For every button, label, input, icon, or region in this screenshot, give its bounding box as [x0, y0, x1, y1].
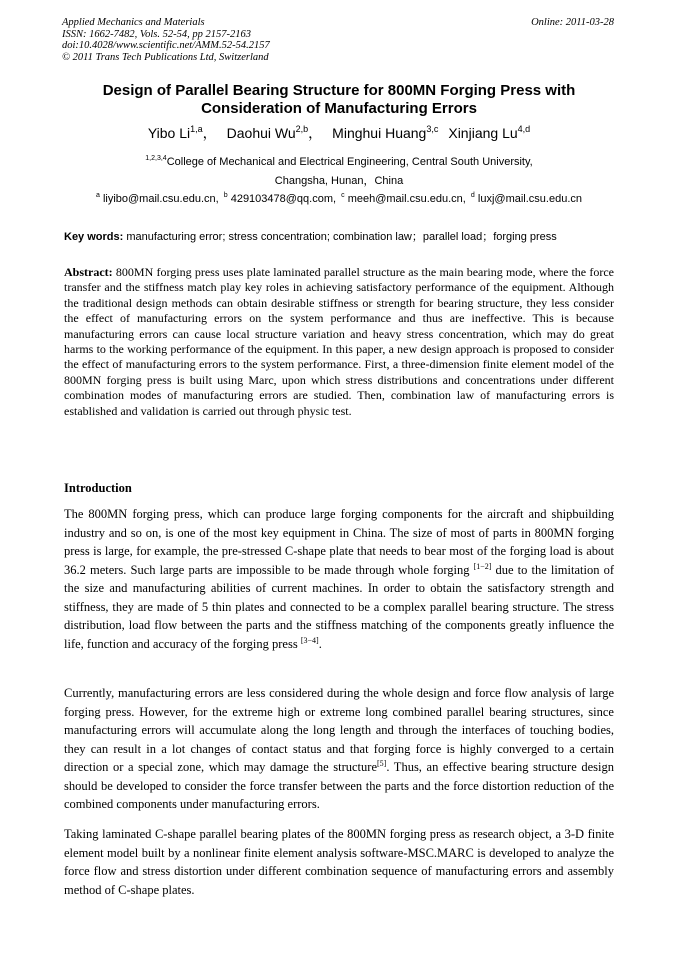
author: Minghui Huang$^{3,c}$: [332, 124, 439, 141]
paragraph: Currently, manufacturing errors are less considered during the whole design and force flow analysis of large forging press. However, for the extreme high or extreme long combined parallel bearing structures, since manufacturing errors will accumulate along the long length and through the interfaces of touching bodies, they can result in a lot changes of contact status and that forging force is highly converged to a certain direction or a special zone, which may damage the structure[5]. Thus, an effective bearing structure design should be developed to consider the force transfer between the parts and the force distortion reduction of the combined components under manufacturing errors.: [64, 686, 614, 811]
keywords-label: Key words:: [64, 231, 124, 243]
title-line-1: Design of Parallel Bearing Structure for 800MN Forging Press with: [102, 82, 576, 99]
abstract: [64, 265, 614, 419]
paper-title: [40, 82, 638, 118]
citation: [1−2]: [473, 561, 492, 571]
affiliation: [40, 153, 638, 191]
paragraph: Taking laminated C-shape parallel bearing plates of the 800MN forging press as research object, a 3-D finite element model built by a nonlinear finite element analysis software-MSC.MARC is developed to analyze the force flow and stress distortion under different combination sequence of manufacturing errors and assembly method of C-shape plates.: [64, 827, 614, 897]
journal-header: [62, 17, 422, 63]
email: $^b$ 429103478@qq.com,: [223, 192, 337, 205]
keywords: [64, 230, 616, 244]
email: $^a$ liyibo@mail.csu.edu.cn,: [95, 192, 219, 205]
author-list: [40, 124, 638, 142]
abstract-text: 800MN forging press uses plate laminated parallel structure as the main bearing mode, where the force transfer and the stiffness match play key roles in achieving satisfactory performance of the equipment. Although the traditional design methods can obtain desirable stiffness or strength for bearing structure, they less consider the effect of manufacturing errors on the system performance and thus are ineffective. This is because manufacturing errors can cause local structure variation and heavy stress concentration, which may do great harms to the working performance of the equipment. In this paper, a new design approach is proposed to consider the effect of manufacturing errors to the system performance. First, a three-dimension finite element model of the 800MN forging press is built using Marc, upon which stress distributions and concentrations under different combination modes of manufacturing errors are studied. Then, combination law of manufacturing errors is established and validation is carried out through physic test.: [64, 265, 614, 418]
online-date: Online: 2011-03-28: [531, 17, 614, 28]
doi-line: doi:10.4028/www.scientific.net/AMM.52-54.2157: [62, 40, 270, 52]
author: Daohui Wu$^{2,b}$，: [226, 124, 323, 141]
issn-line: ISSN: 1662-7482, Vols. 52-54, pp 2157-2163: [62, 28, 251, 40]
email: $^c$ meeh@mail.csu.edu.cn,: [341, 192, 466, 205]
author: Yibo Li$^{1,a}$，: [147, 124, 217, 141]
citation: [3−4]: [300, 635, 319, 645]
affiliation-line-1: $^{1,2,3,4}$College of Mechanical and Electrical Engineering, Central South University,: [145, 155, 533, 168]
affiliation-line-2: Changsha, Hunan，China: [274, 175, 404, 187]
abstract-label: Abstract:: [64, 265, 113, 279]
copyright-line: © 2011 Trans Tech Publications Ltd, Switzerland: [62, 51, 269, 63]
journal-name: Applied Mechanics and Materials: [62, 17, 205, 28]
author: Xinjiang Lu$^{4,d}$: [448, 124, 531, 141]
title-line-2: Consideration of Manufacturing Errors: [201, 100, 477, 117]
section-heading-introduction: Introduction: [64, 481, 132, 495]
paragraph: The 800MN forging press, which can produce large forging components for the aircraft and shipbuilding industry and so on, is one of the most key equipment in China. The size of most of parts in 800MN forging press is large, for example, the pre-stressed C-shape plate that needs to bear most of the forging load is about 36.2 meters. Such large parts are impossible to be made through whole forging [1−2] due to the limitation of the size and manufacturing abilities of current machines. In order to obtain the satisfactory strength and stiffness, they are made of 5 thin plates and connected to be a complex parallel bearing structure. The stress distribution, load flow between the parts and the stiffness matching of the components greatly influence the life, function and accuracy of the forging press [3−4].: [64, 507, 614, 651]
citation: [5]: [377, 759, 387, 768]
email: $^d$ luxj@mail.csu.edu.cn: [470, 192, 582, 205]
email-list: [40, 192, 638, 206]
keywords-text: manufacturing error; stress concentration; combination law；parallel load；forging press: [123, 231, 557, 243]
